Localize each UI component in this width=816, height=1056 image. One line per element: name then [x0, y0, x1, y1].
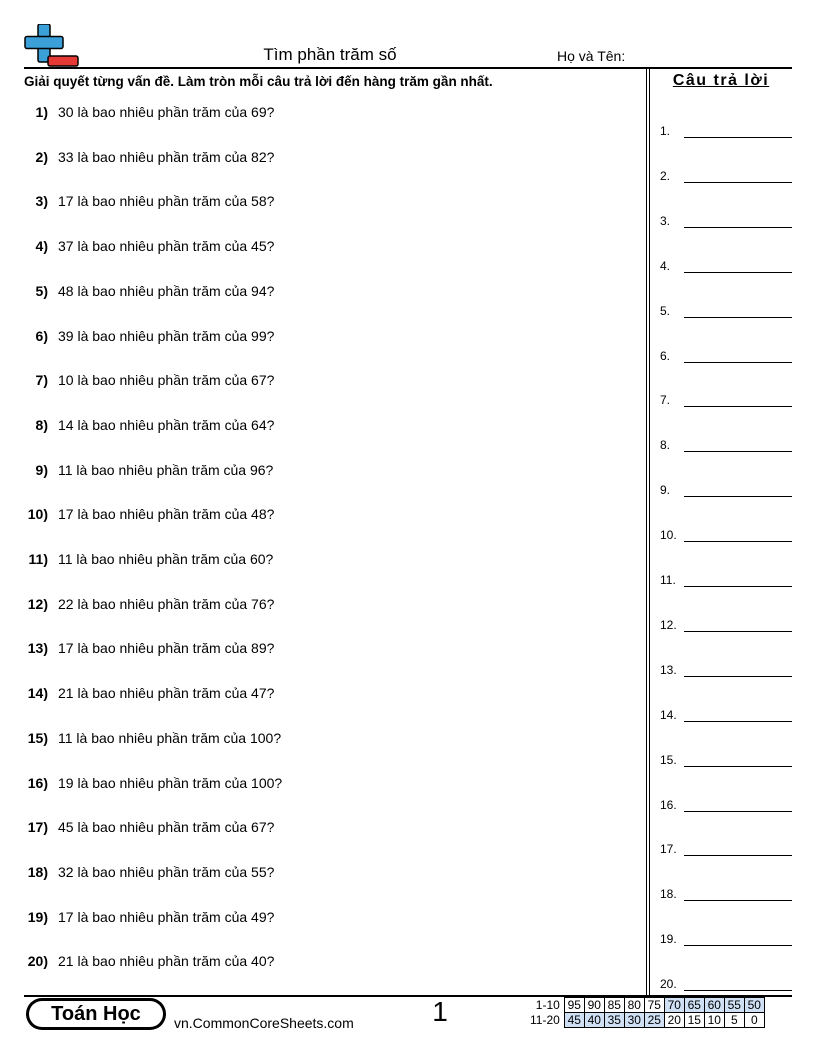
column-divider [646, 67, 650, 995]
answer-blank[interactable] [684, 496, 792, 497]
score-key-cell: 95 [564, 998, 584, 1013]
answer-blank[interactable] [684, 811, 792, 812]
score-key-cell: 35 [604, 1013, 624, 1028]
question-number: 20) [27, 953, 48, 970]
answer-blank[interactable] [684, 317, 792, 318]
score-key-cell: 25 [644, 1013, 664, 1028]
answer-label: 20. [660, 977, 677, 992]
answer-item [660, 706, 792, 722]
answer-item [660, 661, 792, 677]
answer-item [660, 796, 792, 812]
answer-item [660, 930, 792, 946]
score-key-cell: 5 [724, 1013, 744, 1028]
score-key-cell: 65 [684, 998, 704, 1013]
answer-label: 4. [660, 258, 671, 273]
answer-label: 5. [660, 303, 671, 318]
answer-label: 6. [660, 348, 671, 363]
score-key-cell: 40 [584, 1013, 604, 1028]
question-text: 17 là bao nhiêu phần trăm của 58? [58, 193, 275, 210]
page-number: 1 [432, 996, 448, 1027]
question-item [24, 952, 274, 970]
answer-item [660, 302, 792, 318]
answer-item [660, 212, 792, 228]
answer-blank[interactable] [684, 766, 792, 767]
answer-label: 15. [660, 752, 677, 767]
worksheet-title: Tìm phần trăm số [263, 45, 397, 64]
question-number: 2) [35, 148, 48, 165]
answer-label: 10. [660, 528, 677, 543]
question-number: 18) [27, 863, 48, 880]
score-key [528, 997, 765, 1028]
brand-label: Toán Học [29, 1001, 163, 1027]
question-text: 11 là bao nhiêu phần trăm của 60? [58, 551, 274, 567]
score-key-cell: 90 [584, 998, 604, 1013]
score-key-cell: 10 [704, 1013, 724, 1028]
header-divider [24, 67, 792, 69]
answer-item [660, 840, 792, 856]
answer-label: 2. [660, 168, 671, 183]
instructions: Giải quyết từng vấn đề. Làm tròn mỗi câu trả lời đến hàng trăm gần nhất. [24, 74, 493, 89]
score-key-cell: 15 [684, 1013, 704, 1028]
question-text: 17 là bao nhiêu phần trăm của 89? [58, 640, 275, 657]
question-number: 12) [27, 595, 48, 612]
question-item [24, 192, 274, 210]
answer-item [660, 436, 792, 452]
answer-item [660, 391, 792, 407]
question-item [24, 729, 281, 747]
answer-blank[interactable] [684, 631, 792, 632]
question-text: 48 là bao nhiêu phần trăm của 94? [58, 282, 275, 299]
question-item [24, 639, 274, 657]
question-text: 30 là bao nhiêu phần trăm của 69? [58, 104, 275, 120]
score-key-cell: 45 [564, 1013, 584, 1028]
question-item [24, 684, 274, 702]
answer-label: 14. [660, 707, 677, 722]
answer-label: 7. [660, 393, 671, 408]
answer-blank[interactable] [684, 721, 792, 722]
score-key-row-label: 1-10 [535, 998, 560, 1012]
question-number: 7) [35, 372, 48, 389]
score-key-cell: 0 [744, 1013, 764, 1028]
answer-item [660, 885, 792, 901]
question-item [24, 505, 274, 523]
answer-blank[interactable] [684, 362, 792, 363]
question-text: 17 là bao nhiêu phần trăm của 49? [58, 908, 275, 925]
name-label: Họ và Tên: [557, 48, 626, 64]
score-key-row-label: 11-20 [530, 1013, 560, 1027]
question-item [24, 550, 273, 568]
score-key-cell: 55 [724, 998, 744, 1013]
question-text: 19 là bao nhiêu phần trăm của 100? [58, 774, 283, 791]
answer-item [660, 122, 792, 138]
question-number: 6) [35, 327, 48, 344]
answers-title: Câu trả lời [672, 72, 770, 89]
question-text: 33 là bao nhiêu phần trăm của 82? [58, 148, 275, 165]
answer-blank[interactable] [684, 900, 792, 901]
question-text: 22 là bao nhiêu phần trăm của 76? [58, 595, 275, 612]
question-item [24, 595, 274, 613]
brand-badge [26, 998, 166, 1030]
answer-item [660, 616, 792, 632]
question-number: 9) [35, 461, 48, 478]
score-key-cell: 20 [664, 1013, 684, 1028]
answer-blank[interactable] [684, 182, 792, 183]
answer-label: 16. [660, 797, 677, 812]
site-url: vn.CommonCoreSheets.com [174, 1015, 354, 1031]
answer-blank[interactable] [684, 855, 792, 856]
answer-label: 11. [660, 573, 676, 587]
answer-item [660, 975, 792, 991]
question-text: 39 là bao nhiêu phần trăm của 99? [58, 327, 275, 344]
answer-blank[interactable] [684, 451, 792, 452]
question-number: 1) [35, 104, 48, 120]
answer-item [660, 751, 792, 767]
score-key-cell: 70 [664, 998, 684, 1013]
score-key-row [528, 1013, 764, 1028]
question-number: 16) [27, 774, 48, 791]
answer-blank[interactable] [684, 406, 792, 407]
score-key-cell: 50 [744, 998, 764, 1013]
question-text: 11 là bao nhiêu phần trăm của 100? [58, 729, 282, 746]
question-text: 32 là bao nhiêu phần trăm của 55? [58, 863, 275, 880]
question-text: 17 là bao nhiêu phần trăm của 48? [58, 506, 275, 523]
question-text: 21 là bao nhiêu phần trăm của 40? [58, 953, 275, 970]
answer-label: 3. [660, 213, 671, 228]
answer-blank[interactable] [684, 676, 792, 677]
score-key-cell: 60 [704, 998, 724, 1013]
question-item [24, 416, 274, 434]
score-key-cell: 75 [644, 998, 664, 1013]
answer-label: 1. [660, 124, 671, 138]
answer-blank[interactable] [684, 945, 792, 946]
answer-label: 8. [660, 438, 671, 453]
question-number: 5) [35, 282, 48, 299]
question-number: 15) [27, 729, 48, 746]
answer-item [660, 571, 792, 587]
question-number: 10) [27, 506, 48, 523]
answer-label: 12. [660, 617, 677, 632]
question-text: 37 là bao nhiêu phần trăm của 45? [58, 238, 275, 255]
question-number: 19) [27, 908, 48, 925]
question-text: 11 là bao nhiêu phần trăm của 96? [58, 461, 274, 478]
question-item [24, 461, 273, 479]
question-item [24, 327, 274, 345]
answer-blank[interactable] [684, 541, 792, 542]
answer-blank[interactable] [684, 227, 792, 228]
question-item [24, 282, 274, 300]
question-number: 8) [35, 416, 48, 433]
question-text: 21 là bao nhiêu phần trăm của 47? [58, 685, 275, 702]
answer-item [660, 481, 792, 497]
score-key-cell: 85 [604, 998, 624, 1013]
question-item [24, 774, 282, 792]
answer-blank[interactable] [684, 990, 792, 991]
question-item [24, 371, 274, 389]
question-item [24, 818, 274, 836]
answer-blank[interactable] [684, 137, 792, 138]
question-number: 13) [27, 640, 48, 657]
answer-blank[interactable] [684, 272, 792, 273]
question-number: 4) [35, 238, 48, 255]
answer-item [660, 526, 792, 542]
question-item [24, 103, 274, 121]
question-text: 14 là bao nhiêu phần trăm của 64? [58, 416, 275, 433]
question-number: 11) [28, 551, 48, 567]
score-key-row [528, 998, 764, 1013]
answer-item [660, 347, 792, 363]
question-item [24, 908, 274, 926]
question-number: 14) [27, 685, 48, 702]
answer-item [660, 167, 792, 183]
question-item [24, 237, 274, 255]
question-item [24, 148, 274, 166]
answer-label: 9. [660, 483, 671, 498]
answer-label: 18. [660, 887, 677, 902]
answer-item [660, 257, 792, 273]
answer-label: 19. [660, 932, 677, 947]
question-text: 45 là bao nhiêu phần trăm của 67? [58, 819, 275, 836]
answer-label: 17. [660, 842, 677, 857]
question-text: 10 là bao nhiêu phần trăm của 67? [58, 372, 275, 389]
score-key-cell: 80 [624, 998, 644, 1013]
score-key-cell: 30 [624, 1013, 644, 1028]
question-item [24, 863, 274, 881]
answer-label: 13. [660, 662, 677, 677]
answer-blank[interactable] [684, 586, 792, 587]
question-number: 3) [35, 193, 48, 210]
question-number: 17) [27, 819, 48, 836]
